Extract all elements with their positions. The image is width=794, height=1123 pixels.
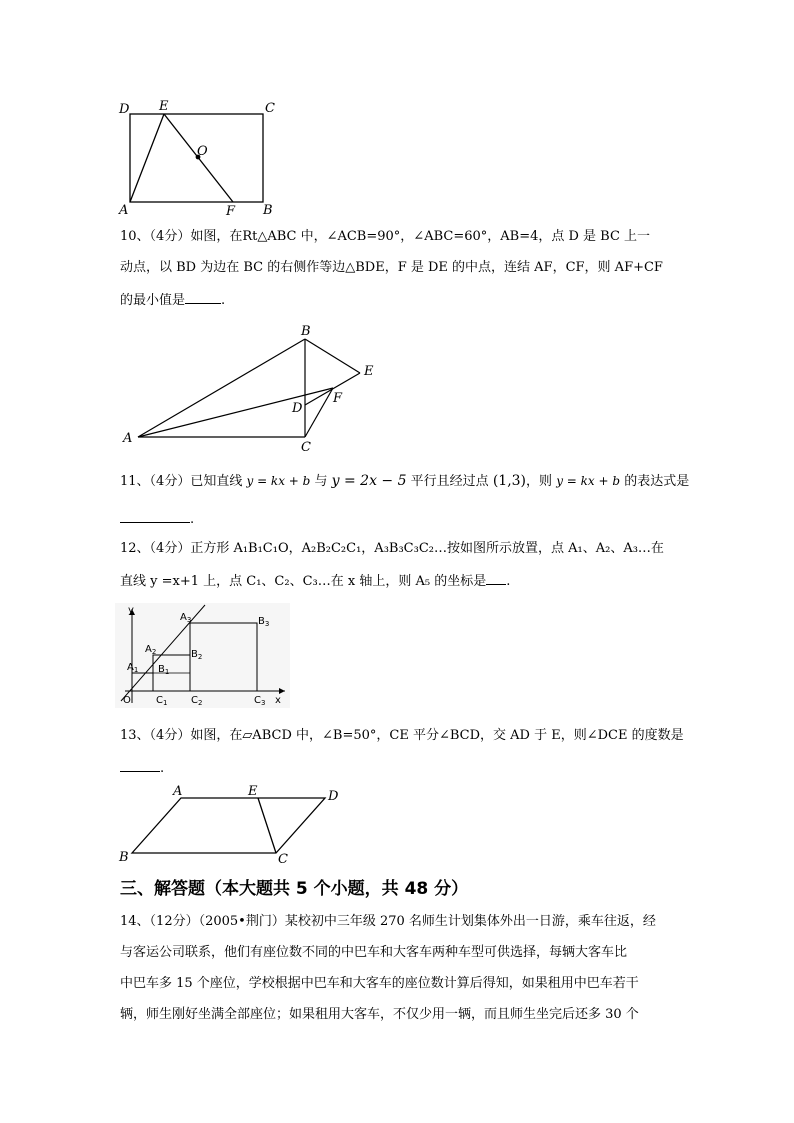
answer-blank xyxy=(185,289,221,304)
q12-line2-prefix: 直线 y =x+1 上，点 C₁、C₂、C₃…在 x 轴上，则 A₅ 的坐标是 xyxy=(120,574,487,589)
q11-equation-1: y = kx + b xyxy=(246,474,311,488)
label-C3: $C_3$ xyxy=(254,695,266,707)
q11-text-then: ，则 xyxy=(526,474,553,489)
label-B2: $B_2$ xyxy=(191,649,203,661)
label-A: A xyxy=(119,203,129,218)
q12-line2-suffix: . xyxy=(506,574,511,589)
label-F: F xyxy=(226,204,236,219)
label-A3: $A_3$ xyxy=(180,612,192,624)
label-C: C xyxy=(265,101,275,116)
q11-equation-3: y = kx + b xyxy=(556,474,621,488)
q10-line3 xyxy=(120,289,680,311)
q14-line4: 辆，师生刚好坐满全部座位；如果租用大客车，不仅少用一辆，而且师生坐完后还多 30 个 xyxy=(120,1007,639,1022)
q11-line2-suffix: . xyxy=(190,512,195,527)
q11-prefix: 11、（4分）已知直线 xyxy=(120,474,243,489)
label-F: F xyxy=(333,391,343,406)
label-A1: $A_1$ xyxy=(127,662,139,674)
q10-line2: 动点，以 BD 为边在 BC 的右侧作等边△BDE，F 是 DE 的中点，连结 AF，CF，则 AF+CF xyxy=(120,260,663,275)
label-E: E xyxy=(248,784,258,799)
q10-line3-prefix: 的最小值是 xyxy=(120,293,186,308)
answer-blank xyxy=(120,757,160,772)
figure-rectangle xyxy=(115,96,285,221)
label-B3: $B_3$ xyxy=(258,616,270,628)
q11-point: (1,3) xyxy=(492,473,527,489)
label-x: x xyxy=(275,695,281,706)
q12-line2 xyxy=(120,570,680,592)
label-D: D xyxy=(328,789,339,804)
label-B: B xyxy=(263,203,273,218)
section-heading: 三、解答题（本大题共 5 个小题，共 48 分） xyxy=(120,879,469,899)
q10-line1: 10、（4分）如图，在Rt△ABC 中，∠ACB=90°，∠ABC=60°，AB=4，点 D 是 BC 上一 xyxy=(120,229,651,244)
figure-squares-on-axis xyxy=(115,603,290,708)
answer-blank xyxy=(486,570,506,585)
label-C: C xyxy=(278,852,288,867)
q11-equation-2: y = 2x − 5 xyxy=(331,473,407,489)
q10-line3-suffix: . xyxy=(221,293,226,308)
figure-parallelogram xyxy=(115,782,345,867)
q11-text-and: 与 xyxy=(314,474,328,489)
label-E: E xyxy=(159,99,169,114)
q14-line3: 中巴车多 15 个座位，学校根据中巴车和大客车的座位数计算后得知，如果租用中巴车若干 xyxy=(120,976,639,991)
q11-suffix: 的表达式是 xyxy=(624,474,690,489)
label-B: B xyxy=(119,850,129,865)
q13-line1: 13、（4分）如图，在▱ABCD 中，∠B=50°，CE 平分∠BCD，交 AD 于 E，则∠DCE 的度数是 xyxy=(120,728,684,743)
label-C2: $C_2$ xyxy=(191,695,203,707)
label-E: E xyxy=(364,364,374,379)
label-D: D xyxy=(292,401,303,416)
figure-triangle-abc xyxy=(115,322,385,457)
label-O: O xyxy=(197,144,208,159)
q11-line2 xyxy=(120,508,680,530)
q11-line1 xyxy=(120,471,690,492)
q11-text-parallel: 平行且经过点 xyxy=(410,474,489,489)
label-D: D xyxy=(119,102,130,117)
q13-line2 xyxy=(120,757,680,779)
label-y: y xyxy=(128,605,134,616)
label-A: A xyxy=(173,784,183,799)
label-A2: $A_2$ xyxy=(145,644,157,656)
q12-line1: 12、（4分）正方形 A₁B₁C₁O，A₂B₂C₂C₁，A₃B₃C₃C₂…按如图所示放置，点 A₁、A₂、A₃…在 xyxy=(120,541,664,556)
label-B: B xyxy=(301,324,311,339)
label-C: C xyxy=(301,440,311,455)
q14-line1: 14、（12分）（2005•荆门）某校初中三年级 270 名师生计划集体外出一日游，乘车往返，经 xyxy=(120,914,656,929)
q14-line2: 与客运公司联系，他们有座位数不同的中巴车和大客车两种车型可供选择，每辆大客车比 xyxy=(120,945,628,960)
q13-line2-suffix: . xyxy=(160,761,165,776)
label-A: A xyxy=(123,431,133,446)
label-C1: $C_1$ xyxy=(156,695,168,707)
answer-blank xyxy=(120,508,190,523)
label-B1: $B_1$ xyxy=(158,664,170,676)
label-O: O xyxy=(123,695,131,706)
